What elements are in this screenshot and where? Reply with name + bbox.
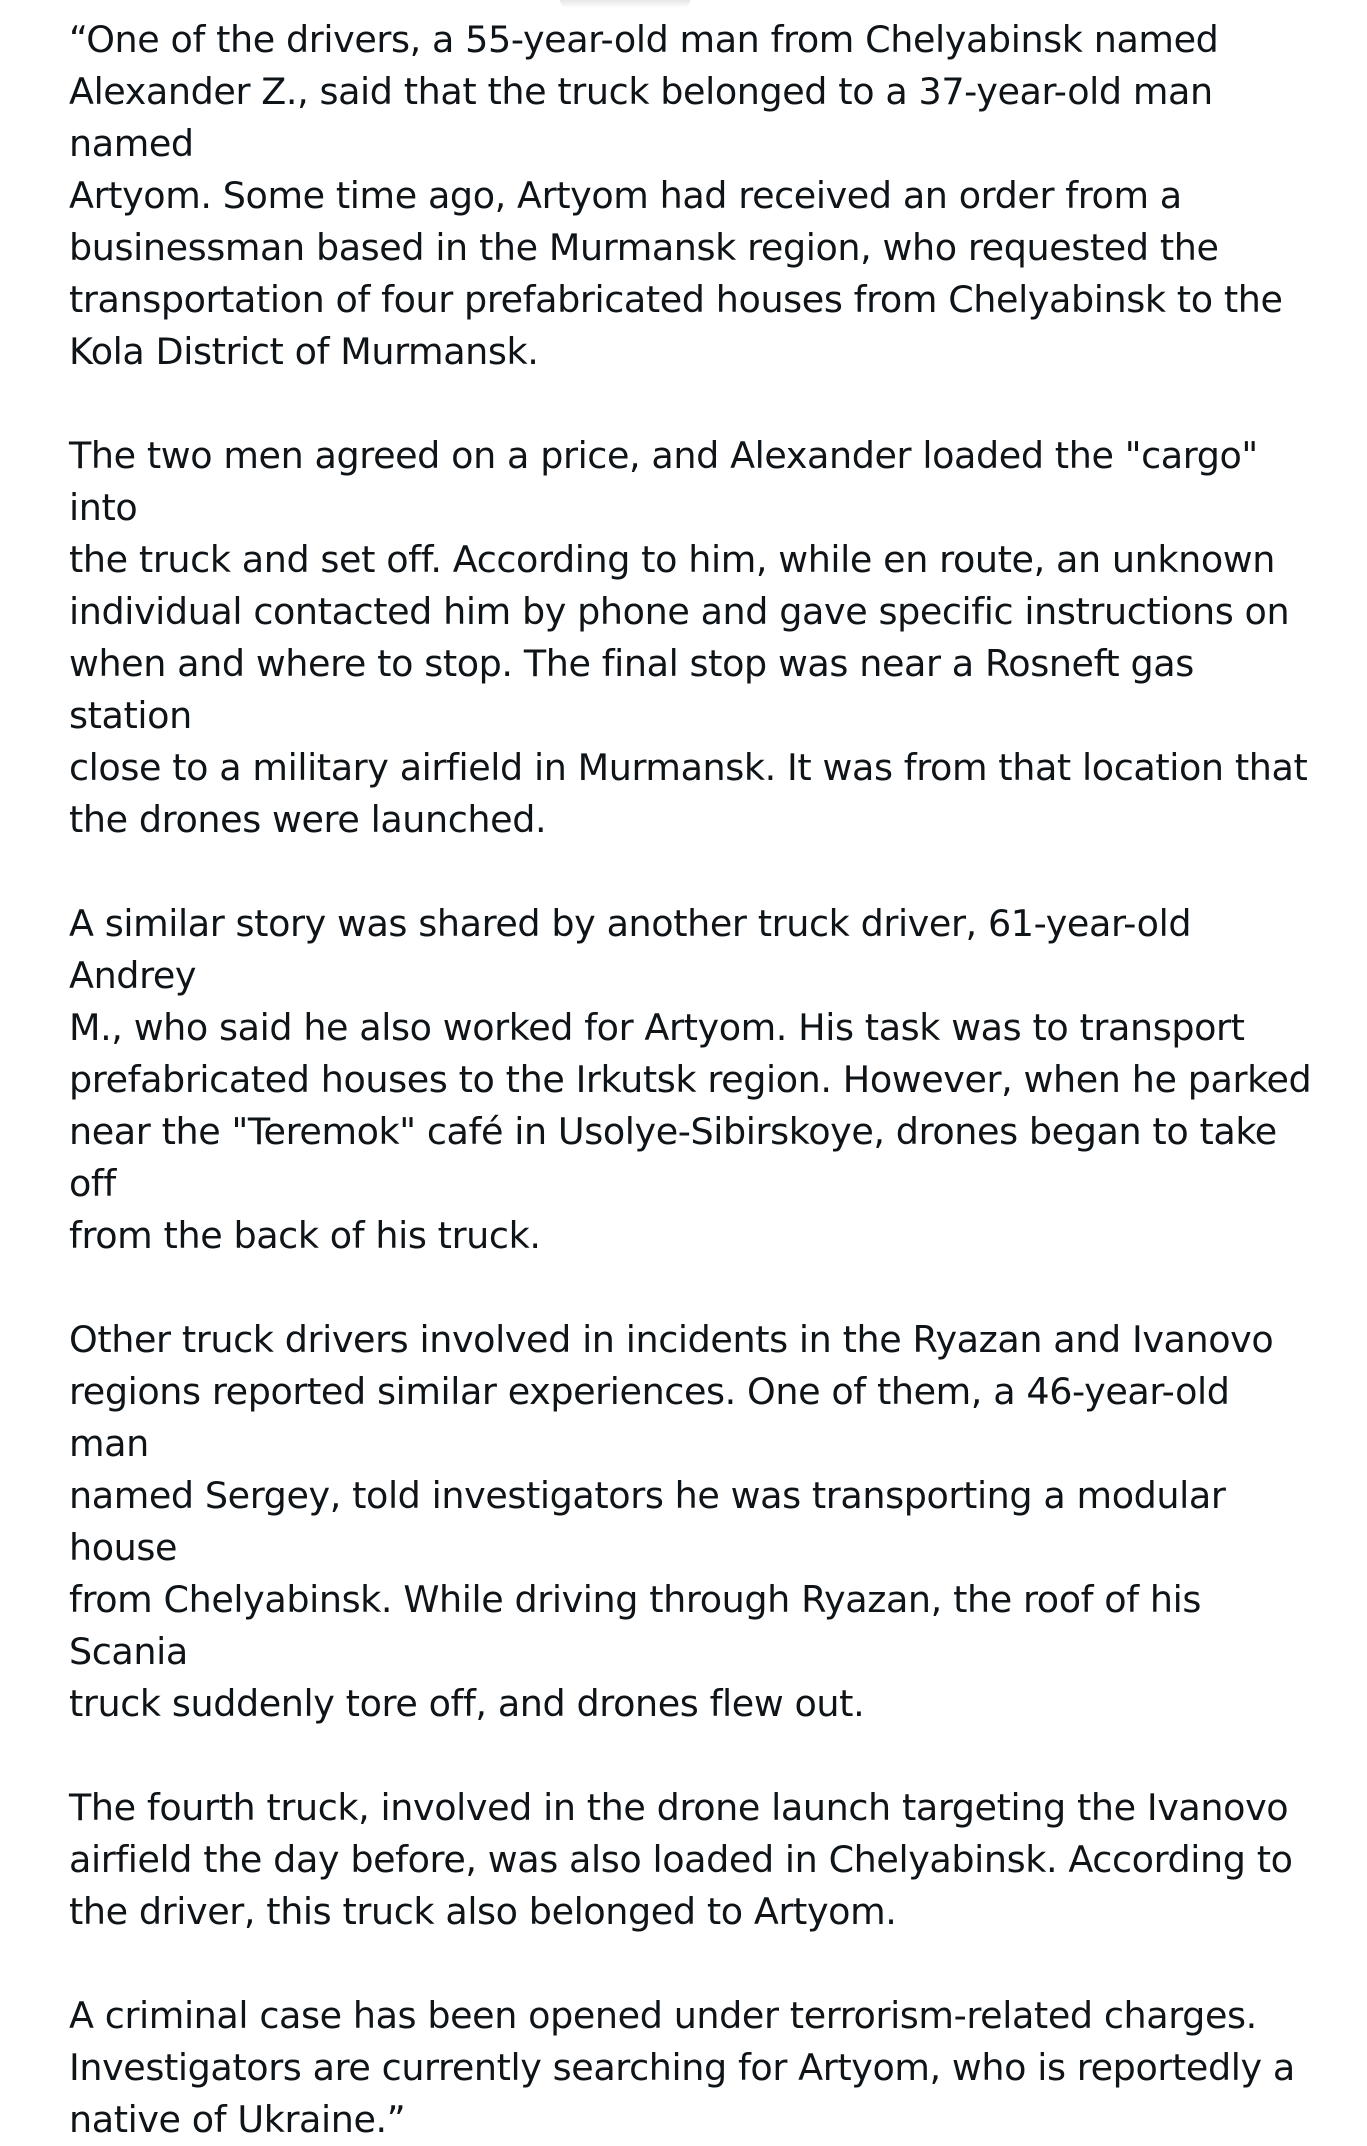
paragraph-6: A criminal case has been opened under terrorism-related charges. Investigators are currently searching for Artyom, who is reportedly a native of Ukraine.”	[69, 1994, 1295, 2141]
paragraph-4: Other truck drivers involved in incidents in the Ryazan and Ivanovo regions reported similar experiences. One of them, a 46-year-old man named Sergey, told investigators he was transporting a modular house from Chelyabinsk. While driving through Ryazan, the roof of his Scania truck suddenly tore off, and drones flew out.	[69, 1318, 1274, 1725]
paragraph-3: A similar story was shared by another truck driver, 61-year-old Andrey M., who said he also worked for Artyom. His task was to transport prefabricated houses to the Irkutsk region. However, when he parked near the "Teremok" café in Usolye-Sibirskoye, drones began to take off from the back of his truck.	[69, 902, 1312, 1257]
paragraph-1: “One of the drivers, a 55-year-old man from Chelyabinsk named Alexander Z., said that the truck belonged to a 37-year-old man named Artyom. Some time ago, Artyom had received an order from a businessman based in the Murmansk region, who requested the transportation of four prefabricated houses from Chelyabinsk to the Kola District of Murmansk.	[69, 18, 1283, 373]
paragraph-2: The two men agreed on a price, and Alexander loaded the "cargo" into the truck and set off. According to him, while en route, an unknown individual contacted him by phone and gave specific instructions on when and where to stop. The final stop was near a Rosneft gas station close to a military airfield in Murmansk. It was from that location that the drones were launched.	[69, 434, 1308, 841]
post-text-body	[69, 14, 1314, 2146]
paragraph-5: The fourth truck, involved in the drone launch targeting the Ivanovo airfield the day before, was also loaded in Chelyabinsk. According to the driver, this truck also belonged to Artyom.	[69, 1786, 1293, 1933]
top-shadow	[560, 0, 690, 8]
